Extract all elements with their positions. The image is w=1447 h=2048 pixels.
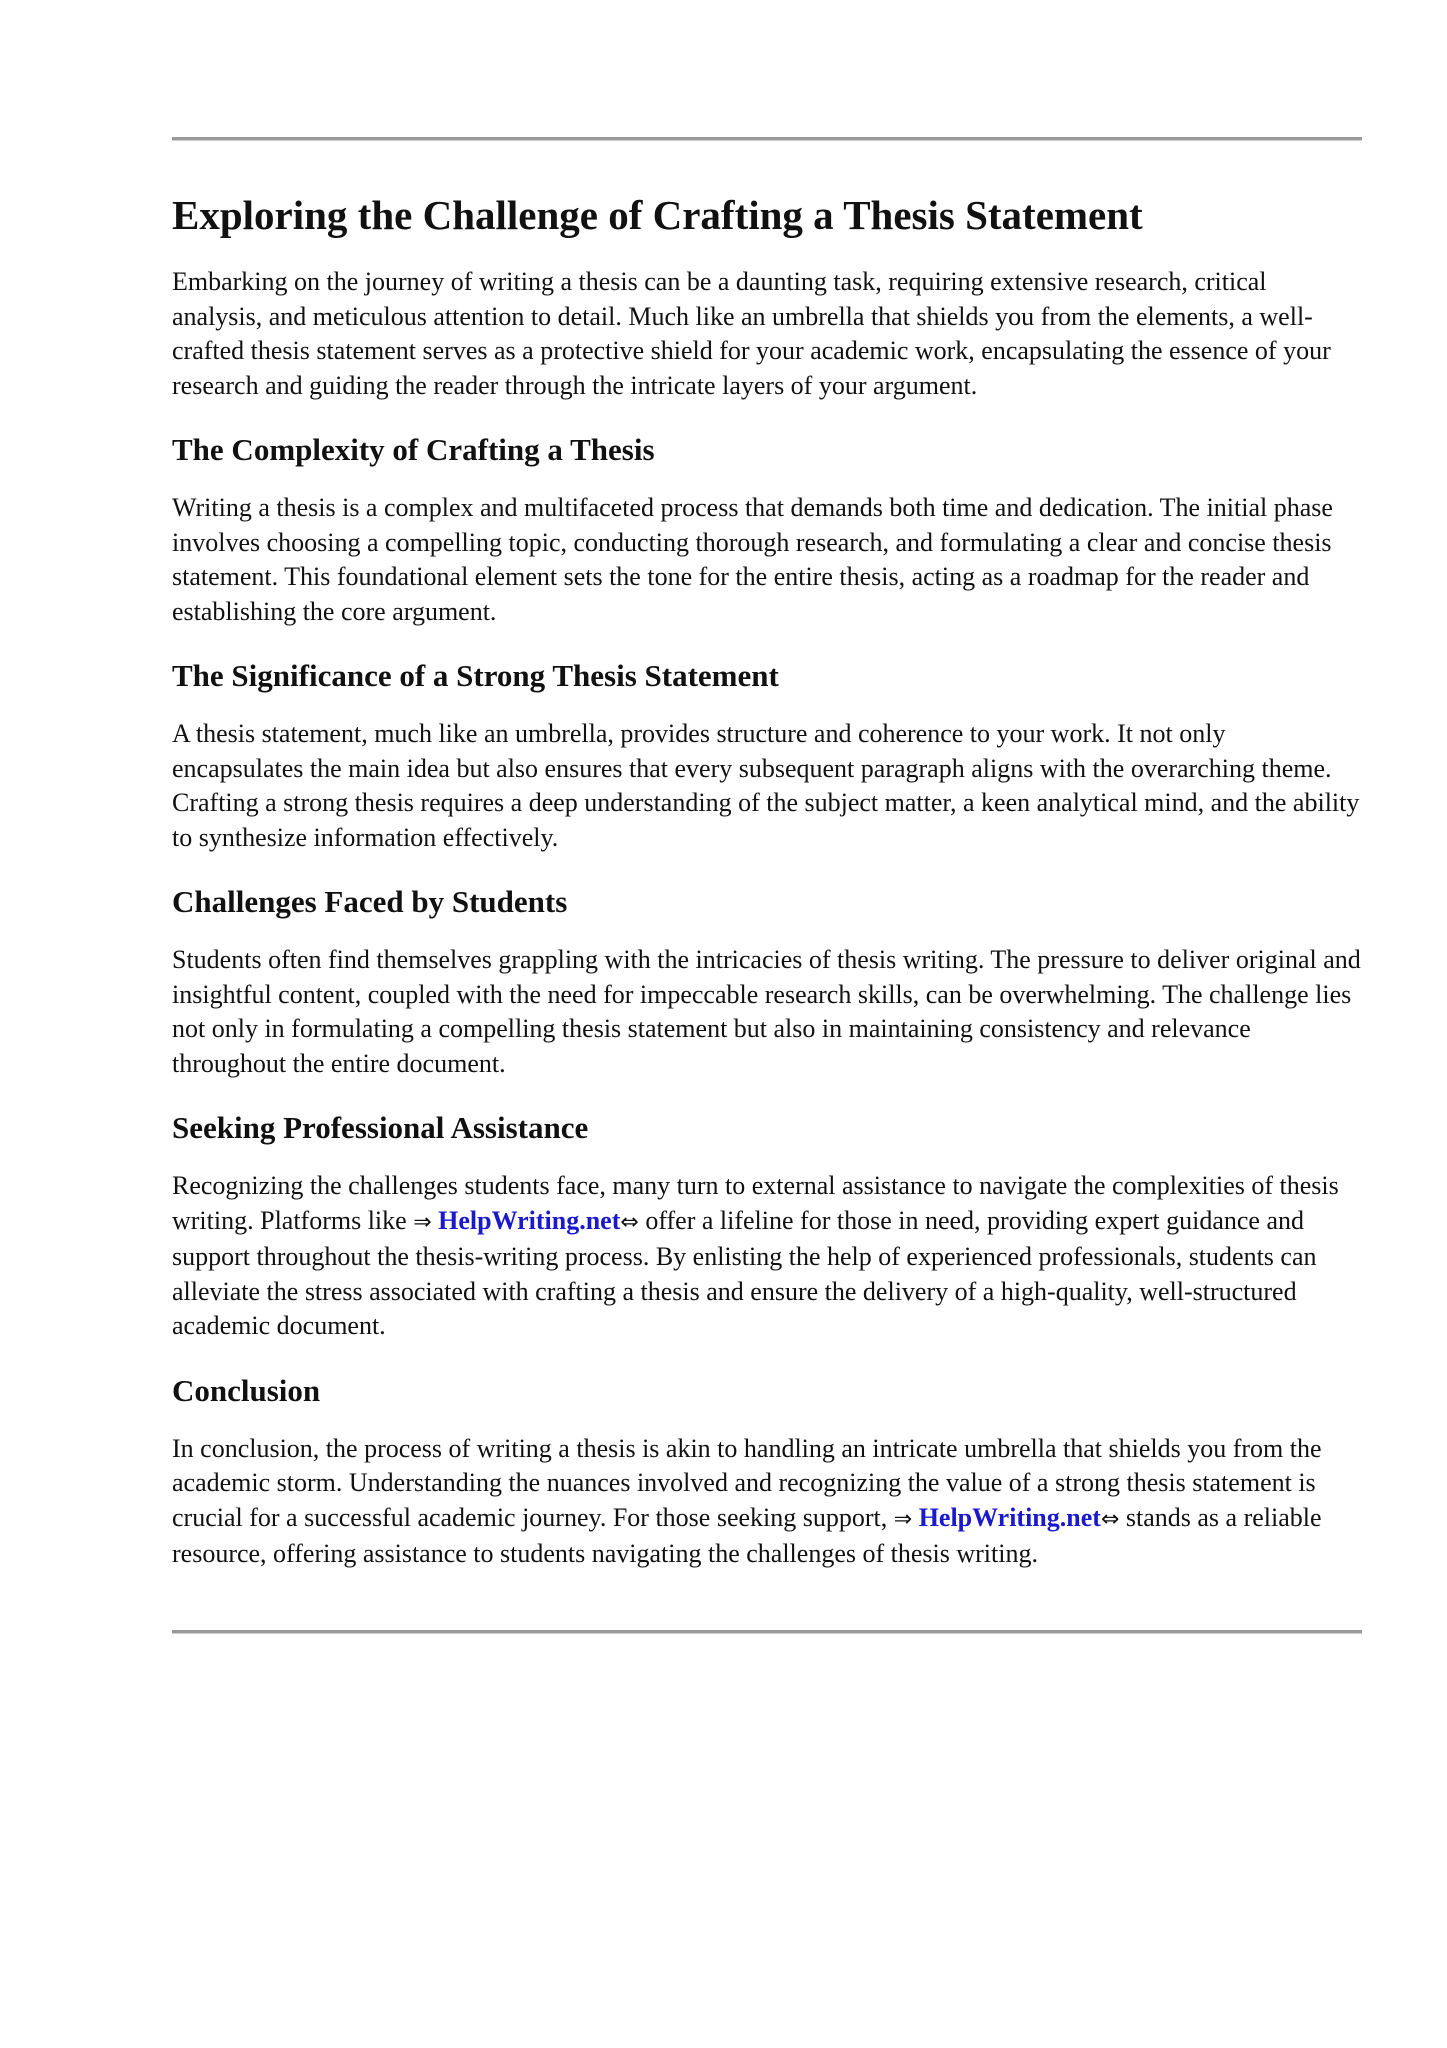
section-heading: The Complexity of Crafting a Thesis — [172, 432, 655, 467]
body-text-before: In conclusion, the process of writing a thesis is akin to handling an intricate umbrella that shields you from the academic storm. Understanding the nuances involved and recognizing the value of a strong thesis statement is crucial for a successful academic journey. For those seeking support, — [172, 1433, 1322, 1532]
double-arrow-icon: ⇔ — [620, 1209, 639, 1235]
section-conclusion — [172, 1372, 1362, 1572]
right-arrow-icon: ⇒ — [893, 1506, 913, 1532]
right-arrow-icon: ⇒ — [413, 1209, 432, 1235]
section-complexity — [172, 431, 1362, 629]
section-heading: Conclusion — [172, 1372, 321, 1408]
bottom-divider — [172, 1630, 1362, 1634]
body-text-after: stands as a reliable resource, offering assistance to students navigating the challenges of thesis writing. — [172, 1502, 1322, 1568]
section-heading: Seeking Professional Assistance — [172, 1110, 589, 1145]
top-divider — [172, 137, 1362, 141]
section-assistance — [172, 1109, 1362, 1344]
section-body: Students often find themselves grappling with the intricacies of thesis writing. The pressure to deliver original and insightful content, coupled with the need for impeccable research skills, can be overwhelming. The challenge lies not only in formulating a compelling thesis statement but also in maintaining consistency and relevance throughout the entire document. — [172, 945, 1361, 1078]
section-body — [172, 1432, 1362, 1572]
section-heading: Challenges Faced by Students — [172, 884, 568, 919]
section-body: A thesis statement, much like an umbrella, provides structure and coherence to your work. It not only encapsulates the main idea but also ensures that every subsequent paragraph aligns with the overarching theme. Crafting a strong thesis requires a deep understanding of the subject matter, a keen analytical mind, and the ability to synthesize information effectively. — [172, 719, 1360, 852]
helpwriting-link[interactable]: HelpWriting.net — [918, 1502, 1101, 1532]
body-text-after: offer a lifeline for those in need, providing expert guidance and support throughout the thesis-writing process. By enlisting the help of experienced professionals, students can alleviate the stress associated with crafting a thesis and ensure the delivery of a high-quality, well-structured academic document. — [172, 1205, 1317, 1340]
intro-paragraph: Embarking on the journey of writing a thesis can be a daunting task, requiring extensive research, critical analysis, and meticulous attention to detail. Much like an umbrella that shields you from the elements, a well-crafted thesis statement serves as a protective shield for your academic work, encapsulating the essence of your research and guiding the reader through the intricate layers of your argument. — [172, 267, 1331, 400]
section-challenges — [172, 883, 1362, 1081]
section-body: Writing a thesis is a complex and multifaceted process that demands both time and dedication. The initial phase involves choosing a compelling topic, conducting thorough research, and formulating a clear and concise thesis statement. This foundational element sets the tone for the entire thesis, acting as a roadmap for the reader and establishing the core argument. — [172, 493, 1333, 626]
double-arrow-icon: ⇔ — [1100, 1506, 1120, 1532]
page-title: Exploring the Challenge of Crafting a Thesis Statement — [172, 192, 1143, 238]
document-page — [172, 0, 1362, 1634]
body-text-before: Recognizing the challenges students face, many turn to external assistance to navigate the complexities of thesis writing. Platforms like — [172, 1171, 1339, 1235]
helpwriting-link[interactable]: HelpWriting.net — [438, 1205, 621, 1235]
section-body — [172, 1169, 1362, 1344]
section-significance — [172, 657, 1362, 855]
section-heading: The Significance of a Strong Thesis Statement — [172, 658, 779, 693]
